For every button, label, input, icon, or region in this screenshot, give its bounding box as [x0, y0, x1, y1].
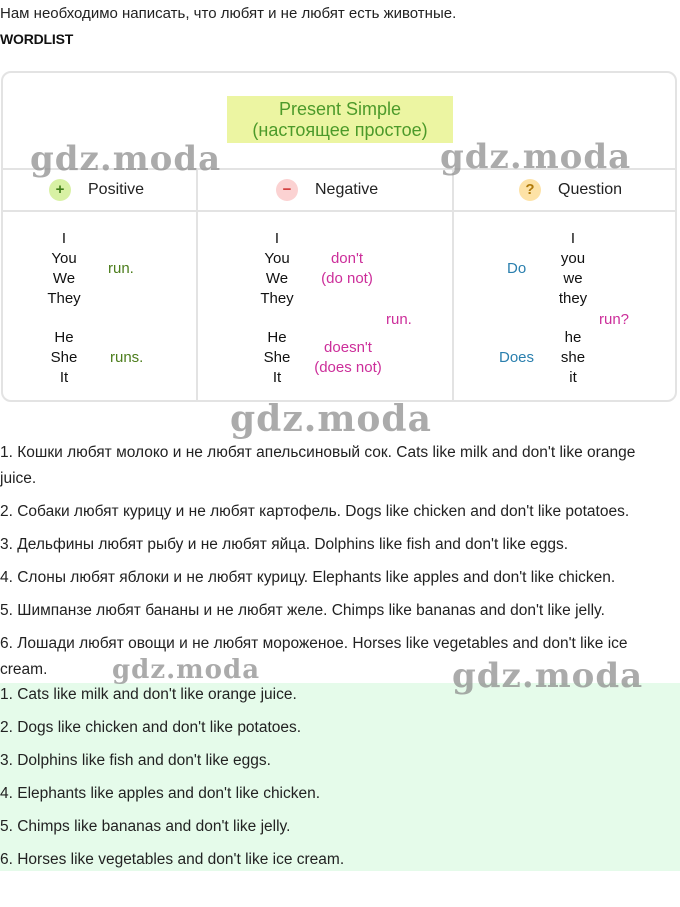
negative-pronouns-plural: I You We They [260, 230, 294, 307]
negative-verb: run. [386, 311, 412, 328]
question-icon: ? [519, 179, 541, 201]
answer-6: 6. Horses like vegetables and don't like ice cream. [0, 851, 345, 868]
negative-aux-plural: don't (do not) [321, 250, 373, 287]
wordlist-heading: WORDLIST [0, 31, 74, 47]
header-positive: Positive [88, 181, 145, 198]
negative-pronouns-singular: He She It [263, 329, 291, 386]
plus-icon: + [49, 179, 71, 201]
question-aux-plural: Do [507, 260, 527, 277]
intro-text: Нам необходимо написать, что любят и не любят есть животные. [0, 5, 457, 22]
question-pronouns-singular: he she it [560, 329, 586, 386]
question-aux-singular: Does [499, 349, 535, 366]
positive-verb-plural: run. [108, 260, 134, 277]
table-title [227, 96, 453, 143]
watermark: gdz.moda [440, 137, 632, 177]
negative-aux-singular: doesn't (does not) [314, 339, 382, 376]
sentence-1: 1. Кошки любят молоко и не любят апельсиновый сок. Cats like milk and don't like orange juice. [0, 444, 636, 487]
header-negative: Negative [315, 181, 379, 198]
sentence-6: 6. Лошади любят овощи и не любят мороженое. Horses like vegetables and don't like ice cream. [0, 635, 628, 678]
answers-block [0, 683, 680, 871]
positive-pronouns-plural: I You We They [47, 230, 81, 307]
table-title-line2: (настоящее простое) [252, 120, 428, 140]
watermark: gdz.moda [452, 656, 644, 696]
divider [452, 170, 454, 400]
answer-2: 2. Dogs like chicken and don't like potatoes. [0, 719, 302, 736]
answer-4: 4. Elephants like apples and don't like chicken. [0, 785, 321, 802]
sentence-4: 4. Слоны любят яблоки и не любят курицу. Elephants like apples and don't like chicken. [0, 569, 616, 586]
divider [3, 210, 675, 212]
positive-verb-singular: runs. [110, 349, 144, 366]
table-title-line1: Present Simple [278, 99, 402, 119]
answer-3: 3. Dolphins like fish and don't like eggs. [0, 752, 271, 769]
watermark: gdz.moda [30, 139, 222, 179]
answer-1: 1. Cats like milk and don't like orange juice. [0, 686, 297, 703]
sentence-2: 2. Собаки любят курицу и не любят картофель. Dogs like chicken and don't like potatoes. [0, 503, 630, 520]
watermark: gdz.moda [230, 398, 432, 440]
header-question: Question [558, 181, 623, 198]
answer-5: 5. Chimps like bananas and don't like jelly. [0, 818, 291, 835]
sentence-5: 5. Шимпанзе любят бананы и не любят желе. Chimps like bananas and don't like jelly. [0, 602, 605, 619]
minus-icon: − [276, 179, 298, 201]
question-verb: run? [599, 311, 630, 328]
divider [196, 170, 198, 400]
watermark: gdz.moda [112, 655, 261, 685]
question-pronouns-plural: I you we they [558, 230, 588, 307]
positive-pronouns-singular: He She It [50, 329, 78, 386]
sentence-3: 3. Дельфины любят рыбу и не любят яйца. Dolphins like fish and don't like eggs. [0, 536, 569, 553]
